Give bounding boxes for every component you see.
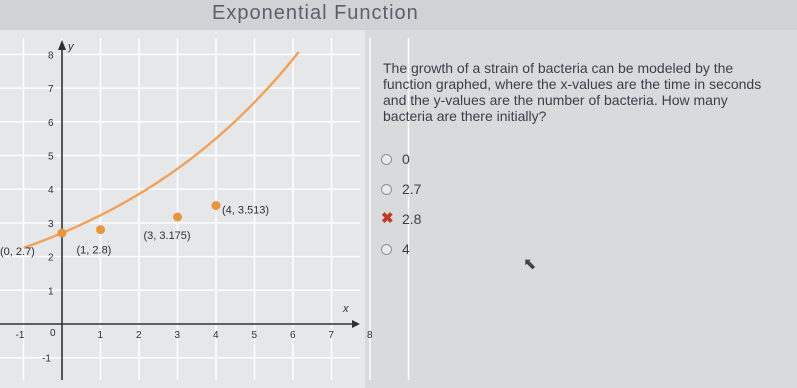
page-title: Exponential Function — [212, 2, 419, 24]
graph-panel — [0, 30, 373, 388]
choice-label: 4 — [402, 241, 410, 257]
data-point — [173, 213, 182, 222]
x-tick-label: 5 — [251, 330, 258, 341]
incorrect-x-icon: ✖ — [381, 210, 394, 227]
radio-button[interactable] — [381, 184, 392, 195]
x-tick-label: 7 — [328, 330, 335, 341]
y-tick-label: 3 — [48, 218, 54, 230]
point-label: (1, 2.8) — [76, 244, 112, 257]
data-point — [58, 229, 67, 238]
choice-label: 2.8 — [402, 211, 422, 227]
y-tick-label: 6 — [48, 117, 54, 129]
x-tick-label: 3 — [174, 330, 181, 341]
x-tick-label: 2 — [136, 330, 142, 341]
y-tick-label: 8 — [48, 50, 54, 62]
choice-option-2[interactable] — [381, 181, 421, 197]
y-tick-label: 1 — [48, 286, 54, 298]
choice-option-4[interactable] — [381, 241, 410, 257]
point-label: (0, 2.7) — [0, 246, 35, 259]
x-tick-label: 1 — [97, 330, 104, 341]
y-tick-label: 7 — [48, 84, 54, 96]
y-axis-arrow — [58, 40, 66, 50]
title-bar — [0, 0, 797, 30]
data-point — [96, 225, 105, 234]
x-tick-label: 4 — [213, 330, 219, 341]
radio-button[interactable] — [381, 154, 392, 165]
radio-button[interactable] — [381, 244, 392, 255]
exponential-graph — [0, 30, 373, 388]
y-axis-label: y — [68, 41, 74, 53]
choice-option-1[interactable] — [381, 151, 410, 167]
question-text: The growth of a strain of bacteria can be modeled by the function graphed, where the x-values are the time in seconds and the y-values are the number of bacteria. How many bacteria are there initially? — [383, 60, 762, 124]
origin-label: 0 — [50, 328, 56, 339]
mouse-cursor-icon: ⬉ — [523, 256, 537, 273]
exponential-curve — [24, 52, 299, 248]
choice-label: 2.7 — [402, 181, 422, 197]
choice-option-3[interactable] — [381, 211, 421, 227]
y-tick-label: 2 — [48, 252, 54, 264]
y-tick-label: 5 — [48, 151, 54, 163]
point-label: (4, 3.513) — [222, 204, 270, 217]
x-tick-label: 6 — [290, 330, 296, 341]
data-point — [212, 201, 221, 210]
x-axis-arrow — [352, 320, 360, 328]
choice-label: 0 — [402, 151, 410, 167]
x-axis-label: x — [343, 303, 349, 315]
x-neg-label: -1 — [15, 330, 25, 341]
x-tick-label: 8 — [367, 330, 373, 341]
y-tick-label: 4 — [48, 185, 54, 197]
point-label: (3, 3.175) — [143, 230, 191, 243]
y-neg-label: -1 — [42, 353, 51, 365]
